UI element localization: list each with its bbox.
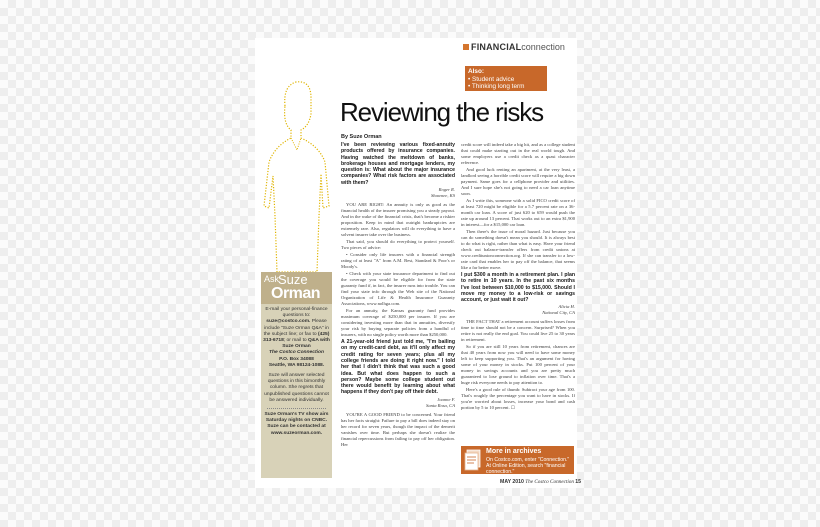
- answer-1-paragraph: • Consider only life insurers with a financial strength rating of at least "A" from A.M. Best, Standard & Poor's or Moody's.: [341, 252, 455, 270]
- logo-ask: Ask: [264, 274, 280, 284]
- question-3-place: National City, CA: [542, 310, 575, 316]
- also-item-student: • Student advice: [468, 75, 515, 83]
- headline: Reviewing the risks: [340, 97, 544, 127]
- answer-1-paragraph: • Check with your state insurance department to find out the coverage you would be eligible for from the state guaranty fund if, in fact, the insurer runs into trouble. You can find your state info through the Web site of the National Organization of Life & Health Insurance Guaranty Associations, www.nolhga.com.: [341, 271, 455, 307]
- answer-2-paragraph: And good luck renting an apartment, at the very least, a landlord seeing a horrible credit score will require a big down payment. Same goes for a cellphone provider and utilities. And I sure hope she's not going to need a car loan anytime soon.: [461, 167, 575, 196]
- archives-title: More in archives: [486, 448, 542, 455]
- article-column-1: [341, 142, 455, 449]
- question-1-signature: [341, 187, 455, 199]
- answer-3-paragraph: Here's a good rule of thumb: Subtract your age from 100. That's roughly the percentage you want to have in stocks. If you're worried about losses, increase your bond and cash portion by 5 to 10 percent. ☐: [461, 387, 575, 411]
- footer-date: MAY 2010: [500, 479, 524, 485]
- archives-box: [461, 446, 574, 474]
- answer-2-paragraph: As I write this, someone with a solid FICO credit score of at least 720 might be eligible for a 5.7 percent rate on a 36-month car loan. A score of just 620 to 659 would push the rate up around 13 percent. That works out to an extra $1,900 in interest—for a $15,000 car loan.: [461, 198, 575, 227]
- logo-last-name: Orman: [271, 285, 321, 302]
- address-line-1: Q&A with Suze Orman: [282, 338, 330, 350]
- author-photo: [261, 66, 332, 272]
- question-3: I put $300 a month in a retirement plan. I plan to retire in 10 years. In the past six months I've lost between $10,000 to $15,000. Should I move my money to a low-risk or savings account, or just wait it out?: [461, 272, 575, 304]
- section-label-bold: FINANCIAL: [471, 42, 522, 52]
- address-line-4: Seattle, WA 98124-1088.: [268, 362, 325, 368]
- question-1: I've been reviewing various fixed-annuity products offered by insurance companies. Having watched the meltdown of banks, brokerage houses and mortgage lenders, my question is: What about the major insurance companies? What risk factors are associated with them?: [341, 142, 455, 186]
- also-item-long-term: • Thinking long term: [468, 83, 525, 91]
- answer-1-paragraph: YOU ARE RIGHT: An annuity is only as good as the financial health of the insurer promising you a steady payout. And in the wake of the financial crisis, that's become a riskier proposition. Keep in mind that outright bankruptcies are extremely rare. Also, regulators will do everything to have a solvent insurer take over the business.: [341, 202, 455, 238]
- section-label-light: connection: [521, 42, 565, 52]
- footer-page-number: 15: [575, 479, 582, 485]
- answer-policy: Suze will answer selected questions in this bimonthly column. She regrets that unpublished questions cannot be answered individually.: [264, 373, 329, 403]
- question-3-signature: [461, 304, 575, 316]
- page-footer: [500, 479, 581, 485]
- answer-2-paragraph: YOU'RE A GOOD FRIEND to be concerned. Your friend has her facts straight: Failure to pay a bill does indeed stay on her record for seven years, though the impact of the demerit vanishes over time. But perhaps she doesn't realize the financial repercussions from failing to pay off her obligation. Her: [341, 411, 455, 447]
- answer-2-paragraph: credit score will indeed take a big hit, and as a college student that could make starting out in the real world tough. And some employers use a credit check as a quasi character reference.: [461, 142, 575, 165]
- question-2-signature: [341, 397, 455, 409]
- contact-intro: E-mail your personal-finance questions to:: [265, 307, 328, 319]
- sidebar-text: [263, 307, 330, 441]
- question-1-place: Shawnee, KS: [431, 193, 455, 199]
- address-line-3: P.O. Box 34088: [279, 356, 314, 362]
- article-column-2: [461, 142, 575, 412]
- contact-paragraph: [263, 307, 330, 369]
- also-box: [465, 66, 547, 91]
- archives-body: On Costco.com, enter "Connection." At Online Edition, search "financial connection.": [486, 457, 570, 475]
- answer-2-paragraph: Then there's the issue of moral hazard. Just because you can do something doesn't mean you should. It is always best to do what is right, rather than what is easy. Have your friend check out balance-transfer offers from credit unions at www.creditunionconnection.org. If she can transfer to a low-rate card that enables her to pay off the balance, that seems like a far better move.: [461, 229, 575, 270]
- contact-email[interactable]: suze@costco.com.: [266, 319, 311, 325]
- answer-3-paragraph: THE FACT THAT a retirement account suffers losses from time to time should not be a concern. Surprised? When you retire is not really the end goal. You could live 25 to 30 years in retirement.: [461, 319, 575, 343]
- document-stack-icon: [464, 449, 482, 471]
- question-2: A 21-year-old friend just told me, "I'm bailing on my credit-card debt, as it'll only affect my credit rating for seven years; plus all my college friends are doing it right now." I told her that I didn't think that was such a good idea. But what does happen to such a person? Maybe some college student out there would benefit by learning about what happens if they don't pay off their debt.: [341, 339, 455, 396]
- section-tag: [463, 42, 565, 52]
- section-square-icon: [463, 44, 469, 50]
- byline: By Suze Orman: [341, 134, 382, 140]
- logo-first-name: Suze: [278, 272, 308, 287]
- question-3-name: Alicia H.: [558, 304, 575, 310]
- question-2-place: Santa Rosa, CA: [426, 402, 455, 408]
- question-1-name: Roger R.: [438, 187, 455, 193]
- address-line-2: The Costco Connection: [269, 350, 324, 356]
- contact-fax: (425) 313-6718: [263, 331, 330, 344]
- answer-1-paragraph: That said, you should do everything to protect yourself. Two pieces of advice:: [341, 239, 455, 251]
- question-2-name: Joanne F.: [437, 396, 455, 402]
- contact-mail-note: ; or mail to: [283, 338, 307, 344]
- footer-publication: The Costco Connection: [525, 479, 574, 485]
- author-silhouette-icon: [261, 66, 332, 272]
- contact-subject-note: Please include "Suze Orman Q&A" in the subject line; or fax to: [263, 319, 329, 337]
- tv-show-note: Suze Orman's TV show airs Saturday nights on CNBC. Suze can be contacted at www.suzeorman.com.: [264, 412, 329, 436]
- also-title: Also:: [468, 68, 484, 75]
- answer-1-paragraph: For an annuity, the Kansas guaranty fund provides maximum coverage of $250,000 per insurer. If you are considering investing more than that in annuities, diversify your risk by buying separate policies from a handful of insurers, with no single policy worth more than $250,000.: [341, 308, 455, 338]
- sidebar-divider: [267, 408, 326, 409]
- answer-3-paragraph: So if you are still 10 years from retirement, chances are that 40 years from now you will need to have some money left to keep supporting you. That's an argument for having some of your money in stocks. Put 100 percent of your money in savings accounts and you are pretty much guaranteed to lose ground to inflation over time. That's a huge risk everyone needs to pay attention to.: [461, 344, 575, 386]
- ask-suze-logo: [261, 272, 332, 304]
